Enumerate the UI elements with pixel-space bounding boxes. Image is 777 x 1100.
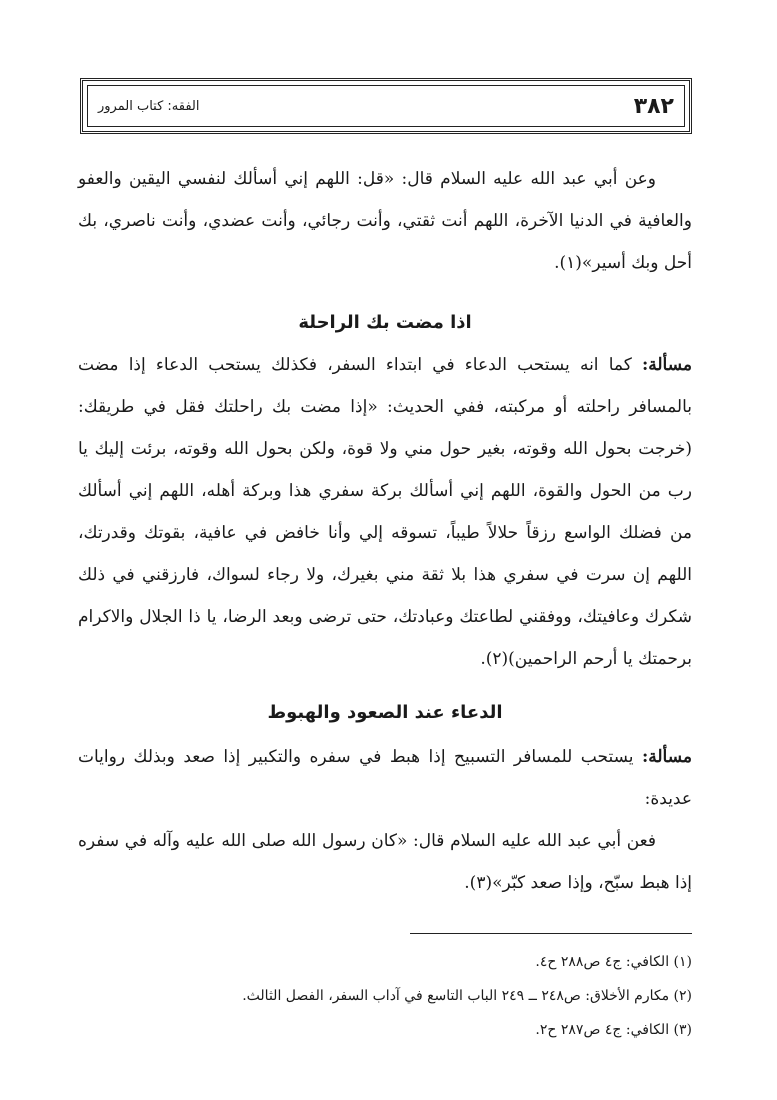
section2-paragraph (78, 736, 692, 820)
header-inner-frame (87, 85, 685, 127)
footnote-2: (٢) مكارم الأخلاق: ص٢٤٨ ــ ٢٤٩ الباب التاسع في آداب السفر، الفصل الثالث. (242, 988, 692, 1004)
intro-paragraph: وعن أبي عبد الله عليه السلام قال: «قل: اللهم إني أسألك لنفسي اليقين والعفو والعافية في الدنيا الآخرة، اللهم أنت ثقتي، وأنت رجائي، وأنت عضدي، وأنت ناصري، بك أحل وبك أسير»(١). (78, 169, 692, 273)
section1-paragraph (78, 344, 692, 680)
page-header (80, 78, 692, 134)
section-heading-ascent-descent: الدعاء عند الصعود والهبوط (267, 702, 503, 723)
footnote-separator (410, 933, 692, 934)
page-number: ٣٨٢ (633, 93, 674, 119)
footnote-1: (١) الكافي: ج٤ ص٢٨٨ ح٤. (535, 954, 692, 970)
footnotes (78, 945, 692, 1047)
intro-paragraph-block (78, 158, 692, 284)
section1-text: كما انه يستحب الدعاء في ابتداء السفر، فكذلك يستحب الدعاء إذا مضت بالمسافر راحلته أو مركبته، ففي الحديث: «إذا مضت بك راحلتك فقل في طريقك: (خرجت بحول الله وقوته، بغير حول مني ولا قوة، ولكن بحول الله وقوته، برئت إليك يا رب من الحول والقوة، اللهم إني أسألك بركة سفري هذا وبركة أهله، اللهم إني أسألك من فضلك الواسع رزقاً حلالاً طيباً، تسوقه إلي وأنا خافض في عافية، بقوتك وقدرتك، اللهم إن سرت في سفري هذا بلا ثقة مني بغيرك، ولا رجاء لسواك، فارزقني في ذلك شكرك وعافيتك، ووفقني لطاعتك وعبادتك، حتى ترضى وبعد الرضا، يا ذا الجلال والاكرام برحمتك يا أرحم الراحمين)(٢). (78, 355, 692, 669)
section1-body (78, 344, 692, 680)
issue-label: مسألة: (641, 747, 692, 767)
section2-quote: فعن أبي عبد الله عليه السلام قال: «كان رسول الله صلى الله عليه وآله في سفره إذا هبط سبّح، وإذا صعد كبّر»(٣). (78, 831, 692, 893)
footnote-3: (٣) الكافي: ج٤ ص٢٨٧ ح٢. (535, 1022, 692, 1038)
section2-body (78, 736, 692, 904)
section-heading-departure: اذا مضت بك الراحلة (298, 312, 472, 333)
running-title: الفقه: كتاب المرور (98, 98, 200, 114)
section2-text: يستحب للمسافر التسبيح إذا هبط في سفره والتكبير إذا صعد وبذلك روايات عديدة: (78, 747, 692, 809)
issue-label: مسألة: (641, 355, 692, 375)
